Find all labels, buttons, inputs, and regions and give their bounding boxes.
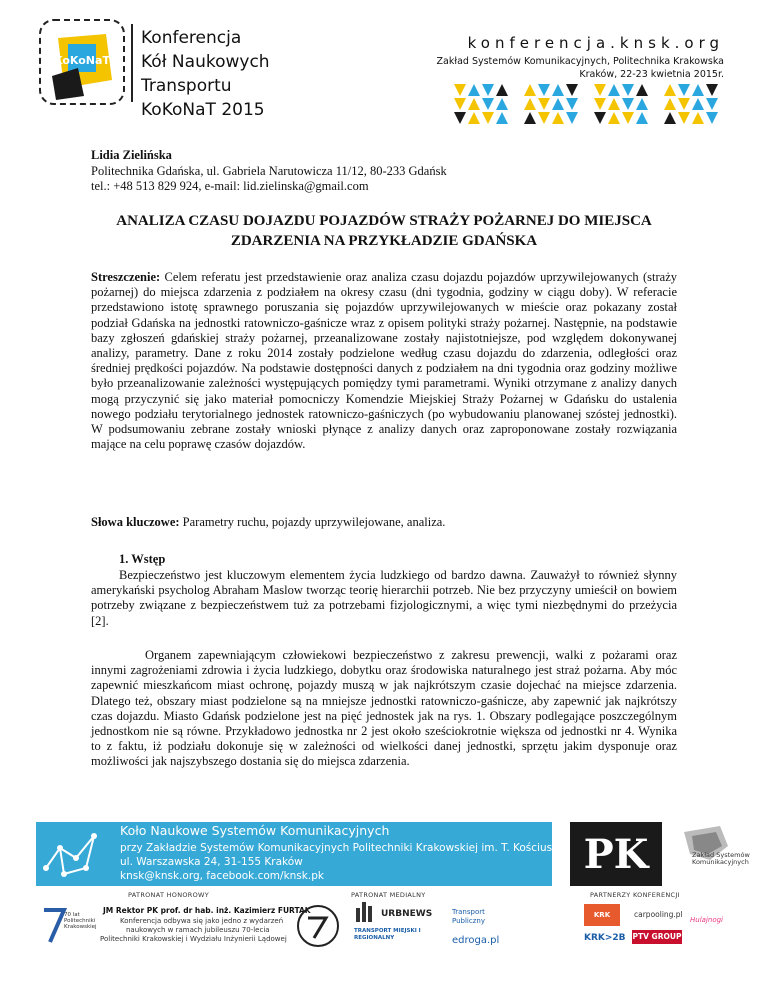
decor-triangle [706, 112, 718, 124]
abstract-label: Streszczenie: [91, 270, 161, 284]
decor-triangle [552, 112, 564, 124]
decor-triangle [496, 98, 508, 110]
decor-triangle [678, 84, 690, 96]
footer-line-2: ul. Warszawska 24, 31-155 Kraków [120, 856, 303, 868]
decor-triangle [594, 98, 606, 110]
decor-triangle [482, 84, 494, 96]
decor-triangle [692, 98, 704, 110]
decor-triangle [524, 112, 536, 124]
author-contact: tel.: +48 513 829 924, e-mail: lid.zielinska@gmail.com [91, 179, 369, 193]
author-name: Lidia Zielińska [91, 148, 172, 162]
media-transport-publiczny: Transport Publiczny [452, 908, 485, 925]
decor-triangle [608, 84, 620, 96]
decor-triangle [678, 112, 690, 124]
conf-line-3: Transportu [141, 76, 232, 96]
decor-triangle [538, 84, 550, 96]
keywords-text: Parametry ruchu, pojazdy uprzywilejowane, analiza. [182, 515, 446, 529]
media-edroga: edroga.pl [452, 935, 500, 946]
media-urbnews: URBNEWS [381, 909, 433, 919]
decor-triangle [692, 84, 704, 96]
conference-site[interactable]: konferencja.knsk.org [467, 34, 724, 52]
section-partners: PARTNERZY KONFERENCJI [590, 891, 680, 899]
decor-triangle [482, 112, 494, 124]
decor-triangle [552, 98, 564, 110]
media-tmr: TRANSPORT MIEJSKI I REGIONALNY [354, 928, 421, 941]
partner-carpooling: carpooling.pl [634, 910, 683, 919]
section-media: PATRONAT MEDIALNY [351, 891, 426, 899]
keywords-label: Słowa kluczowe: [91, 515, 180, 529]
decor-triangle [622, 84, 634, 96]
footer-line-3: knsk@knsk.org, facebook.com/knsk.pk [120, 870, 324, 882]
partner-hulajnogi: Hulajnogi [690, 916, 723, 924]
decor-triangle [496, 84, 508, 96]
conf-line-4: KoKoNaT 2015 [141, 100, 265, 120]
decor-triangle [636, 84, 648, 96]
decor-triangle [636, 112, 648, 124]
decor-triangle [468, 98, 480, 110]
decor-triangle [566, 112, 578, 124]
decor-triangle [692, 112, 704, 124]
paragraph-1: Bezpieczeństwo jest kluczowym elementem życia ludzkiego od bardzo dawna. Zauważył to również słynny amerykański psycholog Abraham Maslow tworząc teorię hierarchii potrzeb. Nie bez przyczyny umieścił on bowiem potrzeby związane z bezpieczeństwem tuż za potrzebami fizjologicznymi, a więc tymi niezbędnymi do przeżycia [2]. [91, 568, 677, 628]
decor-triangle [566, 98, 578, 110]
conf-line-1: Konferencja [141, 28, 242, 48]
jubilee-line-1: Konferencja odbywa się jako jedno z wydarzeń [120, 917, 284, 925]
decor-triangle [706, 98, 718, 110]
author-affiliation: Politechnika Gdańska, ul. Gabriela Narutowicza 11/12, 80-233 Gdańsk [91, 164, 447, 178]
decor-triangle [622, 98, 634, 110]
decor-triangle [566, 84, 578, 96]
network-icon [42, 828, 102, 880]
decor-triangle [468, 84, 480, 96]
decorative-triangles [440, 82, 730, 127]
organizer: Zakład Systemów Komunikacyjnych, Politechnika Krakowska [436, 56, 724, 67]
place-date: Kraków, 22-23 kwietnia 2015r. [579, 69, 724, 80]
decor-triangle [608, 98, 620, 110]
decor-triangle [524, 98, 536, 110]
jubilee-line-2: naukowych w ramach jubileuszu 70-lecia [126, 926, 270, 934]
decor-triangle [678, 98, 690, 110]
decor-triangle [524, 84, 536, 96]
decor-triangle [454, 98, 466, 110]
paper-title: ANALIZA CZASU DOJAZDU POJAZDÓW STRAŻY POŻARNEJ DO MIEJSCA ZDARZENIA NA PRZYKŁADZIE GDAŃSKA [116, 213, 652, 249]
decor-triangle [636, 98, 648, 110]
decor-triangle [664, 84, 676, 96]
partner-krk: KRK [584, 904, 620, 926]
section-heading: 1. Wstęp [119, 552, 166, 566]
kokonat-logo [38, 18, 126, 106]
conf-line-2: Kół Naukowych [141, 52, 270, 72]
decor-triangle [594, 112, 606, 124]
decor-triangle [468, 112, 480, 124]
zsk-logo [680, 820, 740, 880]
urbnews-icon [354, 900, 378, 924]
header-divider [131, 24, 133, 102]
rektor-patronage: JM Rektor PK prof. dr hab. inż. Kazimierz FURTAK [103, 906, 311, 915]
decor-triangle [454, 84, 466, 96]
pk-logo [556, 818, 676, 890]
decor-triangle [622, 112, 634, 124]
footer-title: Koło Naukowe Systemów Komunikacyjnych [120, 823, 390, 838]
abstract [91, 270, 677, 452]
decor-triangle [706, 84, 718, 96]
70-years-emblem [296, 904, 340, 948]
keywords [91, 515, 677, 530]
decor-triangle [454, 112, 466, 124]
decor-triangle [664, 112, 676, 124]
abstract-text: Celem referatu jest przedstawienie oraz analiza czasu dojazdu pojazdów uprzywilejowanych (straży pożarnej) do miejsca zdarzenia z podziałem na okresy czasu (dni tygodnia, godziny w ciągu doby). W referacie przedstawiono istotę sprawnego poruszania się pojazdów uprzywilejowanych w mieście oraz pokazany został podział Gdańska na jednostki ratowniczo-gaśnicze wraz z opisem polityki straży pożarnej. Następnie, na podstawie bazy zgłoszeń gdańskiej straży pożarnej, przeanalizowane zostały najistotniejsze, pod względem dokonywanej analizy, parametry. Dane z roku 2014 zostały podzielone według czasu dojazdu do zdarzenia, odległości oraz średniej prędkości pojazdów. Na podstawie dostępności danych z podziałem na dni tygodnia oraz godziny możliwe było przeanalizowanie zależności występujących pomiędzy tymi parametrami. Wyniki otrzymane z analizy danych mogą przyczynić się jako materiał pomocniczy Komendzie Miejskiej Straży Pożarnej w Gdańsku do ustalenia nowego podziału terytorialnego jednostek ratowniczo-gaśniczych (po wybudowaniu planowanej szóstej jednostki). W podsumowaniu zebrane zostały wnioski płynące z analizy danych oraz zaproponowane zostały rozwiązania mające na celu poprawę czasów dojazdów. [91, 270, 677, 452]
partner-ptv: PTV GROUP [632, 930, 682, 944]
pk70-text: 70 lat Politechniki Krakowskiej [64, 912, 97, 930]
logo-text: KoKoNaT [54, 54, 110, 67]
decor-triangle [664, 98, 676, 110]
decor-triangle [496, 112, 508, 124]
decor-triangle [538, 112, 550, 124]
partner-krk2b: KRK>2B [584, 933, 626, 943]
zsk-logo-text: Zakład Systemów Komunikacyjnych [692, 851, 750, 866]
decor-triangle [552, 84, 564, 96]
decor-triangle [608, 112, 620, 124]
pk-logo-text: PK [583, 831, 649, 878]
decor-triangle [482, 98, 494, 110]
paragraph-2: Organem zapewniającym człowiekowi bezpieczeństwo z zakresu prewencji, walki z pożarami oraz innymi zagrożeniami zdrowia i życia ludzkiego, dobytku oraz środowiska naturalnego jest straż pożarna. Aby móc zapewnić mieszkańcom miast ochronę, pojazdy muszą w jak najkrótszym czasie dojechać na miejsce zdarzenia. Dlatego też, obszary miast podzielone są na mniejsze jednostki ratowniczo-gaśnicze, aby zapewnić jak najkrótszy czas dojazdu. Miasto Gdańsk podzielone jest na pięć jednostek jak na rys. 1. Obszary podlegające poszczególnym jednostkom nie są równe. Przykładowo jednostka nr 2 jest około sześciokrotnie większa od jednostki nr 4. Wynika to z faktu, iż podziału dokonuje się w zależności od wielkości danej jednostki, sprzętu jakim dysponuje oraz możliwości jak najszybszego dostania się do miejsca zdarzenia. [91, 648, 677, 769]
decor-triangle [594, 84, 606, 96]
footer-line-1: przy Zakładzie Systemów Komunikacyjnych Politechniki Krakowskiej im. T. Kościuszki [120, 842, 567, 854]
decor-triangle [538, 98, 550, 110]
jubilee-line-3: Politechniki Krakowskiej i Wydziału Inżynierii Lądowej [100, 935, 287, 943]
section-honorary: PATRONAT HONOROWY [128, 891, 210, 899]
